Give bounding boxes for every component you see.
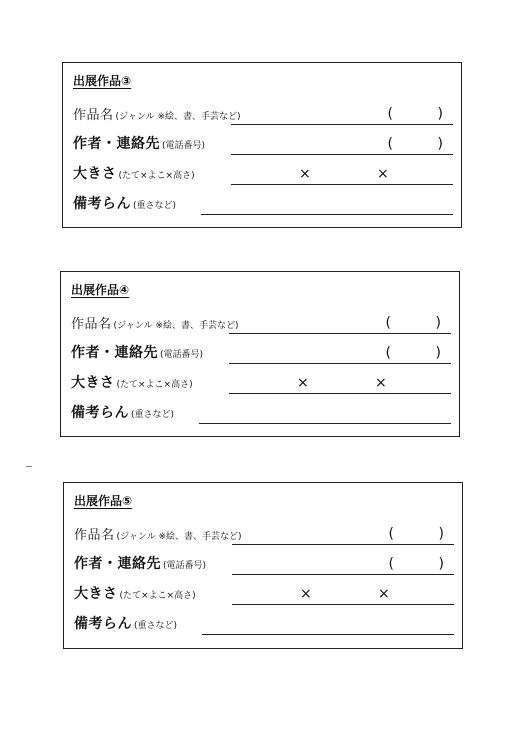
- author-label: 作者・連絡先: [73, 136, 160, 152]
- times-sign: ×: [299, 166, 311, 182]
- scan-speck: [26, 466, 32, 467]
- work-name-label-group: [71, 313, 239, 332]
- work-name-note: (ジャンル ※絵、書、手芸など): [116, 532, 242, 542]
- size-label: 大きさ: [71, 375, 115, 391]
- phone-paren-open: (: [385, 345, 391, 361]
- genre-paren-close: ): [437, 106, 443, 122]
- work-name-field[interactable]: [229, 333, 451, 334]
- exhibit-form-4: [60, 271, 460, 437]
- phone-paren-open: (: [388, 556, 394, 572]
- genre-paren-close: ): [438, 526, 444, 542]
- phone-paren-close: ): [438, 556, 444, 572]
- work-name-note: (ジャンル ※絵、書、手芸など): [113, 321, 239, 331]
- author-field[interactable]: [231, 154, 453, 155]
- size-note: (たて×よこ×高さ): [118, 171, 195, 181]
- remarks-field[interactable]: [202, 634, 454, 635]
- remarks-row: [71, 400, 451, 424]
- times-sign: ×: [297, 375, 309, 391]
- remarks-field[interactable]: [201, 214, 453, 215]
- size-row: [74, 581, 454, 605]
- work-name-field[interactable]: [231, 124, 453, 125]
- author-note: (電話番号): [162, 141, 206, 151]
- remarks-label: 備考らん: [74, 616, 132, 632]
- size-label-group: [74, 583, 196, 603]
- times-sign: ×: [375, 375, 387, 391]
- times-sign: ×: [378, 586, 390, 602]
- size-field[interactable]: [231, 184, 453, 185]
- size-label-group: [71, 372, 193, 392]
- work-name-field[interactable]: [232, 544, 454, 545]
- phone-paren-open: (: [387, 136, 393, 152]
- times-sign: ×: [300, 586, 312, 602]
- size-note: (たて×よこ×高さ): [116, 380, 193, 390]
- work-name-row: [73, 101, 453, 125]
- remarks-label: 備考らん: [71, 405, 129, 421]
- exhibit-form-5: [63, 482, 463, 649]
- author-row: [74, 551, 454, 575]
- genre-paren-open: (: [388, 526, 394, 542]
- work-name-row: [74, 521, 454, 545]
- size-field[interactable]: [229, 393, 451, 394]
- remarks-row: [73, 191, 453, 215]
- form-title: 出展作品⑤: [74, 494, 133, 508]
- remarks-label-group: [74, 613, 177, 633]
- work-name-label: 作品名: [73, 108, 114, 123]
- size-note: (たて×よこ×高さ): [119, 591, 196, 601]
- author-note: (電話番号): [163, 561, 207, 571]
- author-field[interactable]: [229, 363, 451, 364]
- author-label-group: [74, 553, 206, 573]
- work-name-label: 作品名: [74, 528, 115, 543]
- remarks-label-group: [73, 193, 176, 213]
- remarks-note: (重さなど): [134, 621, 178, 631]
- exhibit-form-3: [62, 62, 462, 228]
- phone-paren-close: ): [435, 345, 441, 361]
- size-label-group: [73, 163, 195, 183]
- remarks-note: (重さなど): [133, 201, 177, 211]
- work-name-note: (ジャンル ※絵、書、手芸など): [115, 112, 241, 122]
- times-sign: ×: [377, 166, 389, 182]
- author-label-group: [71, 342, 203, 362]
- author-row: [71, 340, 451, 364]
- remarks-field[interactable]: [199, 423, 451, 424]
- remarks-label: 備考らん: [73, 196, 131, 212]
- work-name-label-group: [74, 524, 242, 543]
- genre-paren-open: (: [385, 315, 391, 331]
- author-note: (電話番号): [160, 350, 204, 360]
- author-label-group: [73, 133, 205, 153]
- work-name-label-group: [73, 104, 241, 123]
- author-label: 作者・連絡先: [71, 345, 158, 361]
- genre-paren-close: ): [435, 315, 441, 331]
- form-title: 出展作品③: [73, 74, 132, 88]
- remarks-note: (重さなど): [131, 410, 175, 420]
- size-row: [73, 161, 453, 185]
- size-row: [71, 370, 451, 394]
- size-label: 大きさ: [74, 586, 118, 602]
- size-field[interactable]: [232, 604, 454, 605]
- size-label: 大きさ: [73, 166, 117, 182]
- genre-paren-open: (: [387, 106, 393, 122]
- author-row: [73, 131, 453, 155]
- remarks-row: [74, 611, 454, 635]
- author-field[interactable]: [232, 574, 454, 575]
- author-label: 作者・連絡先: [74, 556, 161, 572]
- work-name-row: [71, 310, 451, 334]
- work-name-label: 作品名: [71, 317, 112, 332]
- remarks-label-group: [71, 402, 174, 422]
- phone-paren-close: ): [437, 136, 443, 152]
- form-title: 出展作品④: [71, 283, 130, 297]
